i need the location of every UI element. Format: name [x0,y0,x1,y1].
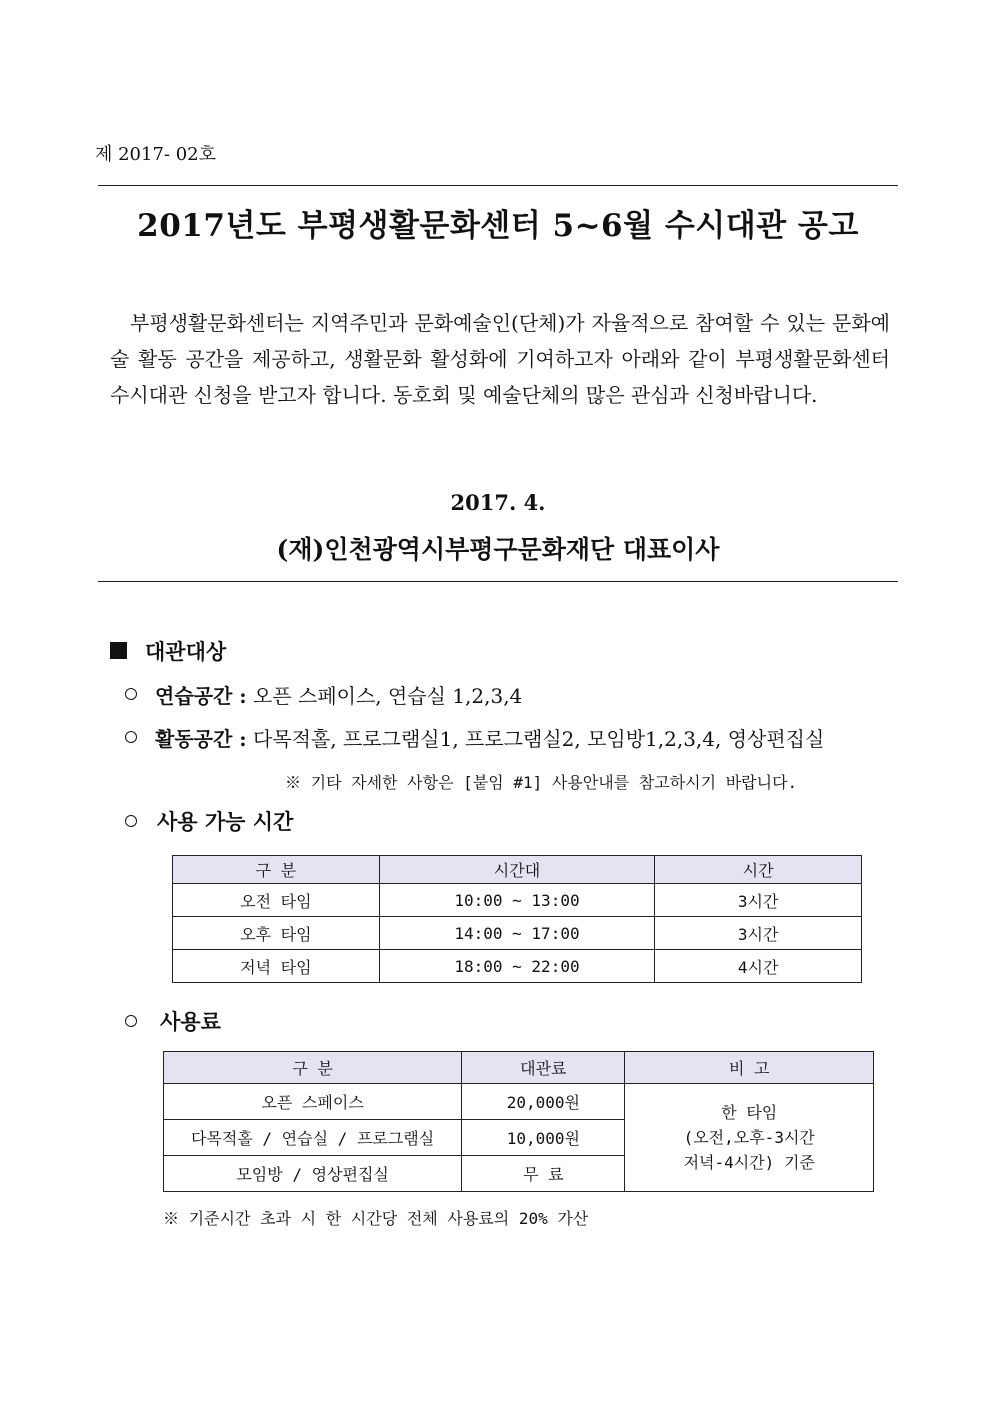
table-cell: 모임방 / 영상편집실 [164,1156,462,1192]
hours-heading: 사용 가능 시간 [157,809,294,834]
table-cell: 3시간 [655,917,862,950]
remark-line: (오전,오후-3시간 [683,1128,815,1147]
column-header: 구 분 [164,1052,462,1084]
column-header: 대관료 [462,1052,625,1084]
section-heading: 대관대상 [145,639,227,664]
document-serial-number: 제 2017- 02호 [95,144,217,165]
reference-note: ※ 기타 자세한 사항은 [붙임 #1] 사용안내를 참고하시기 바랍니다. [285,773,798,792]
issuer-name: (재)인천광역시부평구문화재단 대표이사 [276,535,720,564]
table-header-row [164,1052,874,1084]
column-header: 비 고 [625,1052,874,1084]
circle-bullet-icon [125,815,137,827]
practice-space-line [155,680,522,709]
table-cell: 다목적홀 / 연습실 / 프로그램실 [164,1120,462,1156]
circle-bullet-icon [125,1015,137,1027]
bottom-divider [98,581,898,582]
circle-bullet-icon [125,731,137,743]
table-cell: 14:00 ~ 17:00 [379,917,655,950]
table-cell: 오전 타임 [173,884,380,917]
table-row [173,884,862,917]
table-cell: 저녁 타임 [173,950,380,983]
table-row [173,950,862,983]
top-divider [98,185,898,186]
table-cell: 18:00 ~ 22:00 [379,950,655,983]
table-cell: 4시간 [655,950,862,983]
column-header: 시간 [655,856,862,884]
remark-line: 저녁-4시간) 기준 [683,1153,815,1172]
table-cell: 20,000원 [462,1084,625,1120]
column-header: 구 분 [173,856,380,884]
table-cell: 10:00 ~ 13:00 [379,884,655,917]
practice-space-value: 오픈 스페이스, 연습실 1,2,3,4 [253,684,523,708]
column-header: 시간대 [379,856,655,884]
table-row [173,917,862,950]
page-title: 2017년도 부평생활문화센터 5~6월 수시대관 공고 [137,208,859,244]
table-cell: 오픈 스페이스 [164,1084,462,1120]
activity-space-value: 다목적홀, 프로그램실1, 프로그램실2, 모임방1,2,3,4, 영상편집실 [253,727,825,751]
issue-date: 2017. 4. [450,490,546,515]
table-cell: 오후 타임 [173,917,380,950]
fees-heading: 사용료 [160,1009,221,1034]
table-row [164,1084,874,1120]
table-cell: 무 료 [462,1156,625,1192]
table-header-row [173,856,862,884]
hours-table [172,855,862,983]
black-square-icon [110,642,127,659]
fee-remark-cell [625,1084,874,1192]
fees-table [163,1051,874,1192]
intro-paragraph: 부평생활문화센터는 지역주민과 문화예술인(단체)가 자율적으로 참여할 수 있는 문화예술 활동 공간을 제공하고, 생활문화 활성화에 기여하고자 아래와 같이 부평생활문화센터 수시대관 신청을 받고자 합니다. 동호회 및 예술단체의 많은 관심과 신청바랍니다. [110,311,890,407]
circle-bullet-icon [125,688,137,700]
table-cell: 3시간 [655,884,862,917]
activity-space-label: 활동공간 : [155,727,247,751]
activity-space-line [155,723,824,752]
remark-line: 한 타임 [721,1103,778,1122]
practice-space-label: 연습공간 : [155,684,247,708]
table-cell: 10,000원 [462,1120,625,1156]
fee-footnote: ※ 기준시간 초과 시 한 시간당 전체 사용료의 20% 가산 [163,1209,589,1228]
